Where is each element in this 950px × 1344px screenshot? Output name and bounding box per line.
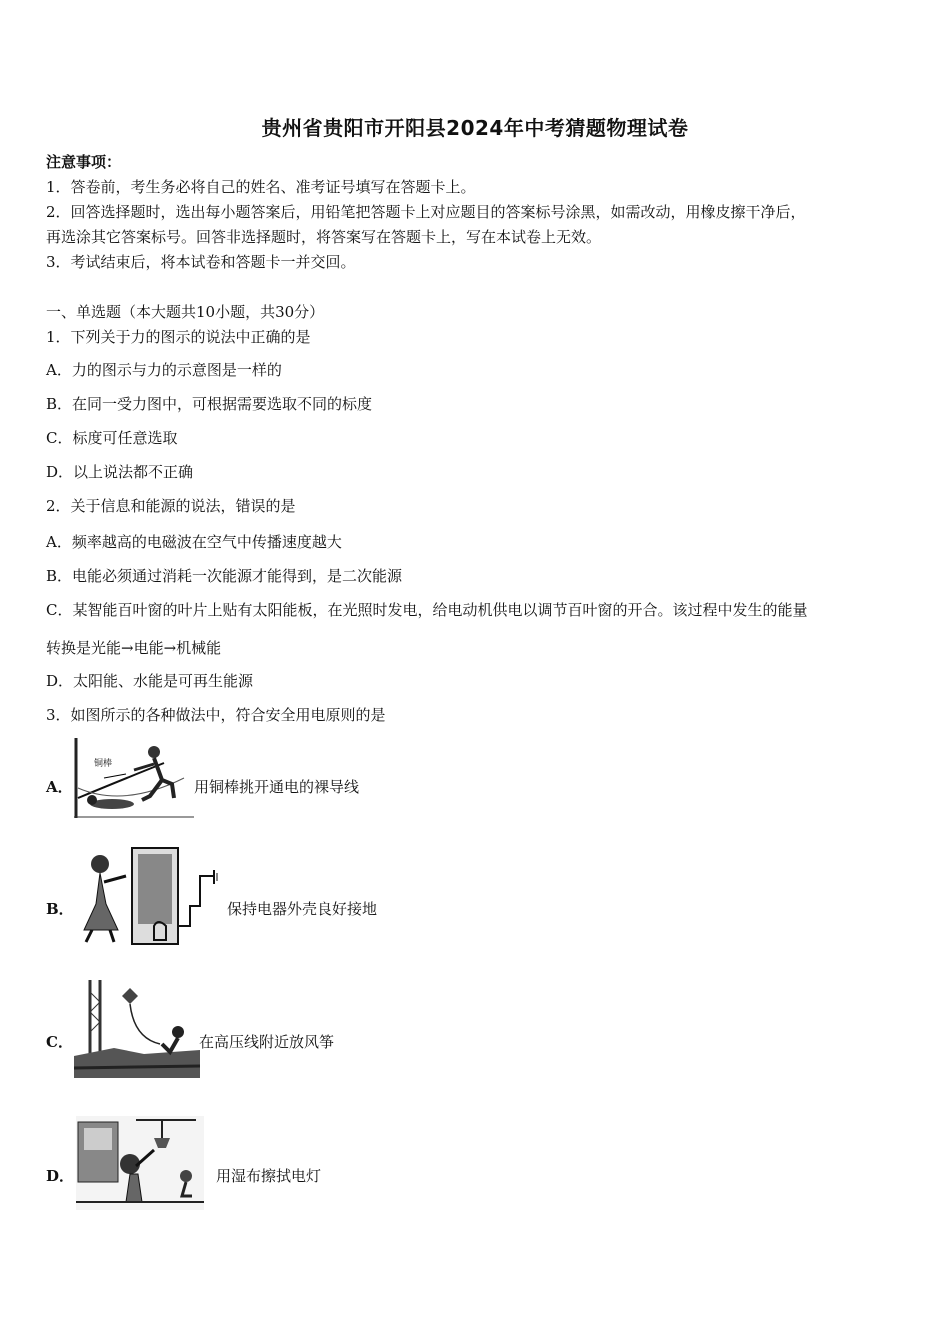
q2-option-a: A．频率越高的电磁波在空气中传播速度越大: [46, 533, 342, 551]
q1-option-a: A．力的图示与力的示意图是一样的: [46, 361, 282, 379]
q2-option-c-cont: 转换是光能→电能→机械能: [46, 639, 222, 657]
q1-option-c: C．标度可任意选取: [46, 429, 178, 447]
copper-rod-label: 铜棒: [94, 759, 113, 769]
copper-rod-picture: [74, 738, 194, 820]
notice-item-2: 2．回答选择题时，选出每小题答案后，用铅笔把答题卡上对应题目的答案标号涂黑，如需改动，用橡皮擦干净后，: [46, 203, 806, 221]
q3-option-a-letter: A．: [46, 778, 73, 796]
q3-option-c-caption: 在高压线附近放风筝: [199, 1033, 335, 1051]
wet-cloth-lamp-picture: [76, 1116, 204, 1210]
q3-option-b-caption: 保持电器外壳良好接地: [227, 900, 378, 918]
notice-item-2-cont: 再选涂其它答案标号。回答非选择题时，将答案写在答题卡上，写在本试卷上无效。: [46, 228, 602, 246]
grounded-appliance-picture: [74, 846, 224, 946]
q3-option-d-caption: 用湿布擦拭电灯: [216, 1167, 322, 1185]
q3-option-a-caption: 用铜棒挑开通电的裸导线: [194, 778, 360, 796]
q3-stem: 3．如图所示的各种做法中，符合安全用电原则的是: [46, 706, 386, 724]
notice-item-1: 1．答卷前，考生务必将自己的姓名、准考证号填写在答题卡上。: [46, 178, 476, 196]
q1-stem: 1．下列关于力的图示的说法中正确的是: [46, 328, 311, 346]
kite-near-powerline-picture: [74, 978, 200, 1078]
q3-option-b-letter: B．: [46, 900, 74, 918]
q3-option-c-letter: C．: [46, 1033, 73, 1051]
q3-option-d-letter: D．: [46, 1167, 75, 1185]
q2-stem: 2．关于信息和能源的说法，错误的是: [46, 497, 296, 515]
q1-option-d: D．以上说法都不正确: [46, 463, 194, 481]
page-title: 贵州省贵阳市开阳县2024年中考猜题物理试卷: [261, 116, 689, 140]
q1-option-b: B．在同一受力图中，可根据需要选取不同的标度: [46, 395, 373, 413]
q2-option-b: B．电能必须通过消耗一次能源才能得到，是二次能源: [46, 567, 403, 585]
notice-item-3: 3．考试结束后，将本试卷和答题卡一并交回。: [46, 253, 356, 271]
q2-option-d: D．太阳能、水能是可再生能源: [46, 672, 254, 690]
section-heading: 一、单选题（本大题共10小题，共30分）: [46, 303, 325, 321]
q2-option-c: C．某智能百叶窗的叶片上贴有太阳能板，在光照时发电，给电动机供电以调节百叶窗的开合。该过程中发生的能量: [46, 601, 808, 619]
notice-heading: 注意事项：: [46, 153, 122, 171]
